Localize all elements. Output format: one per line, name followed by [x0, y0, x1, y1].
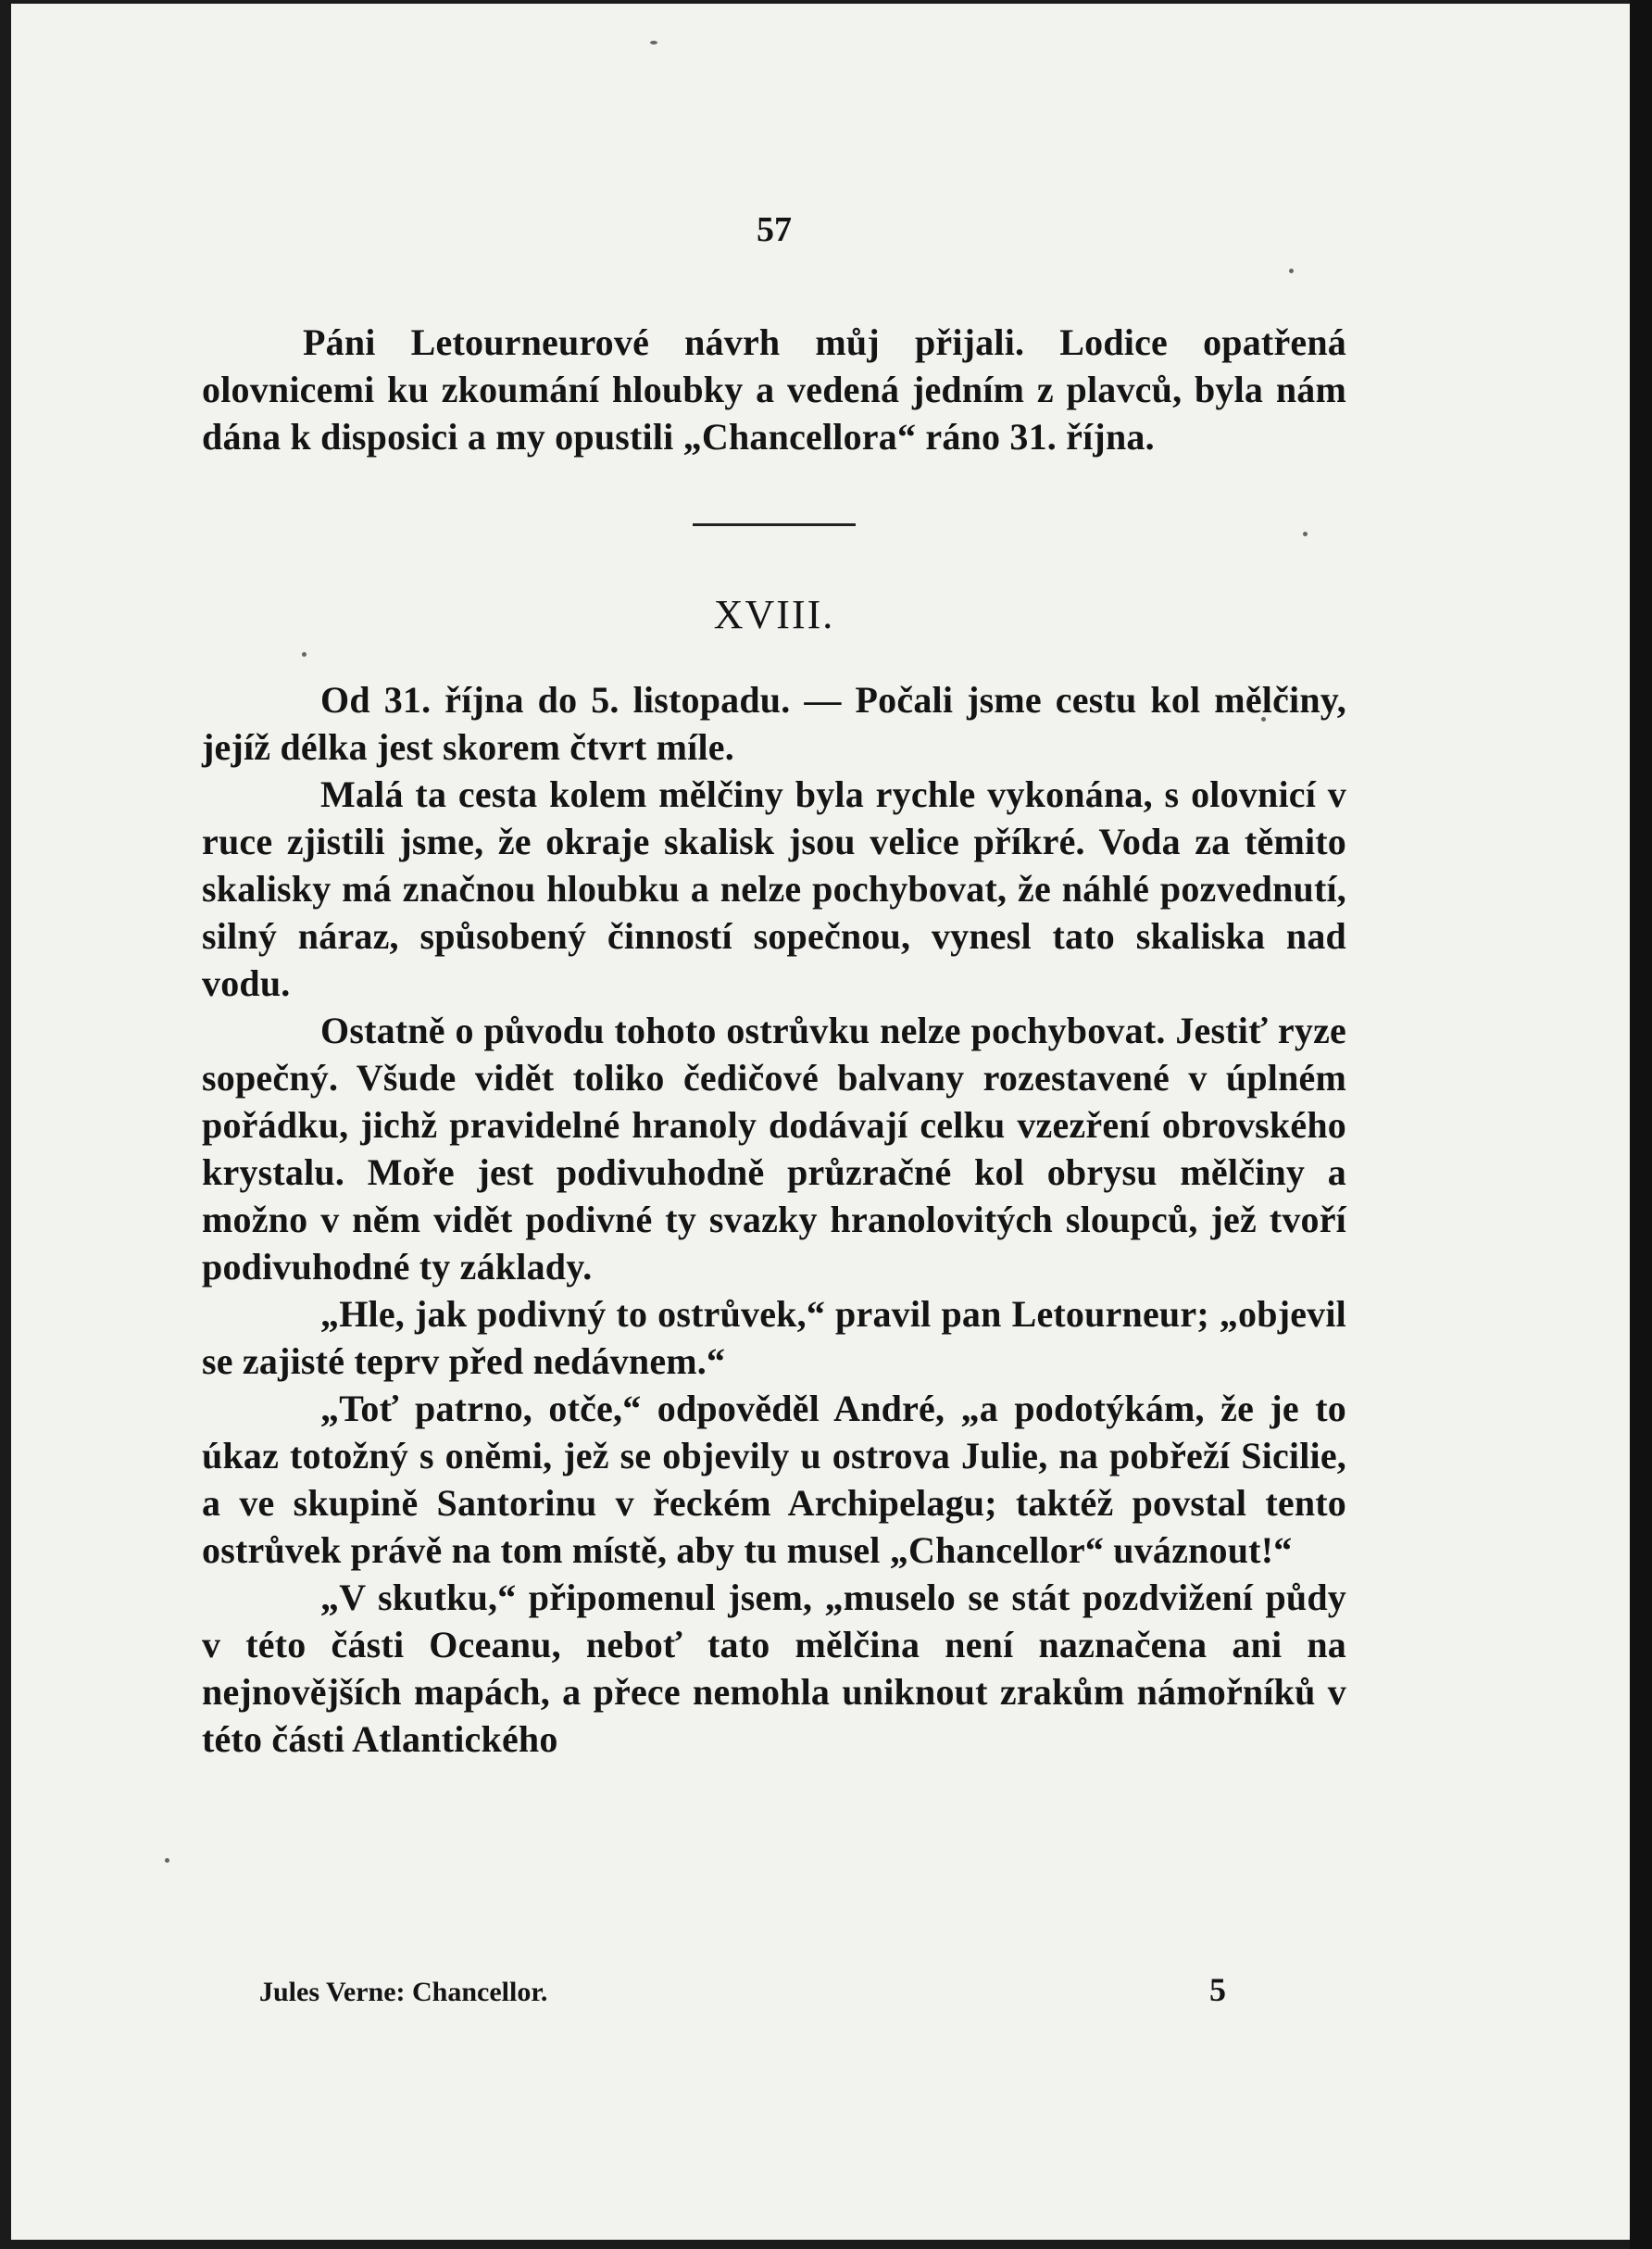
paragraph: Páni Letourneurové návrh můj přijali. Lodice opatřená olovnicemi ku zkoumání hloubky a vedená jedním z plavců, byla nám dána k disposici a my opustili „Chancellora“ ráno 31. října. [202, 321, 1346, 458]
paragraph: Malá ta cesta kolem mělčiny byla rychle vykonána, s olovnicí v ruce zjistili jsme, že okraje skalisk jsou velice příkré. Voda za těmito skalisky má značnou hloubku a nelze pochybovat, že náhlé pozvednutí, silný náraz, spůsobený činností sopečnou, vynesl tato skaliska nad vodu. [202, 773, 1346, 1004]
section-divider [693, 523, 856, 526]
paragraph: „Hle, jak podivný to ostrůvek,“ pravil pan Letourneur; „objevil se zajisté teprv před nedávnem.“ [202, 1293, 1346, 1382]
signature-number: 5 [1209, 1971, 1226, 2008]
paragraph: Ostatně o původu tohoto ostrůvku nelze pochybovat. Jestiť ryze sopečný. Všude vidět toliko čedičové balvany rozestavené v úplném pořádku, jichž pravidelné hranoly dodávají celku vzezření obrovského krystalu. Moře jest podivuhodně průzračné kol obrysu mělčiny a možno v něm vidět podivné ty svazky hranolovitých sloupců, jež tvoří podivuhodné ty základy. [202, 1010, 1346, 1288]
ink-speck [1289, 269, 1294, 273]
page-number: 57 [757, 210, 792, 249]
scanned-page [11, 4, 1630, 2240]
scan-border [1630, 0, 1652, 2249]
chapter-heading: XVIII. [713, 592, 835, 637]
ink-speck [650, 41, 657, 44]
page-body [202, 319, 1346, 1763]
paragraph: „V skutku,“ připomenul jsem, „muselo se stát pozdvižení půdy v této části Oceanu, neboť tato mělčina není naznačena ani na nejnovějších mapách, a přece nemohla uniknout zrakům námořníků v této části Atlantického [202, 1577, 1346, 1760]
ink-speck [165, 1858, 169, 1863]
book-signature: Jules Verne: Chancellor. [259, 1977, 548, 2007]
paragraph: „Toť patrno, otče,“ odpověděl André, „a podotýkám, že je to úkaz totožný s oněmi, jež se objevily u ostrova Julie, na pobřeží Sicilie, a ve skupině Santorinu v řeckém Archipelagu; taktéž povstal tento ostrůvek právě na tom místě, aby tu musel „Chancellor“ uváznout!“ [202, 1388, 1346, 1571]
chapter-summary: Od 31. října do 5. listopadu. — Počali jsme cestu kol mělčiny, jejíž délka jest skorem čtvrt míle. [202, 679, 1346, 768]
page-footer [259, 1970, 1226, 2009]
